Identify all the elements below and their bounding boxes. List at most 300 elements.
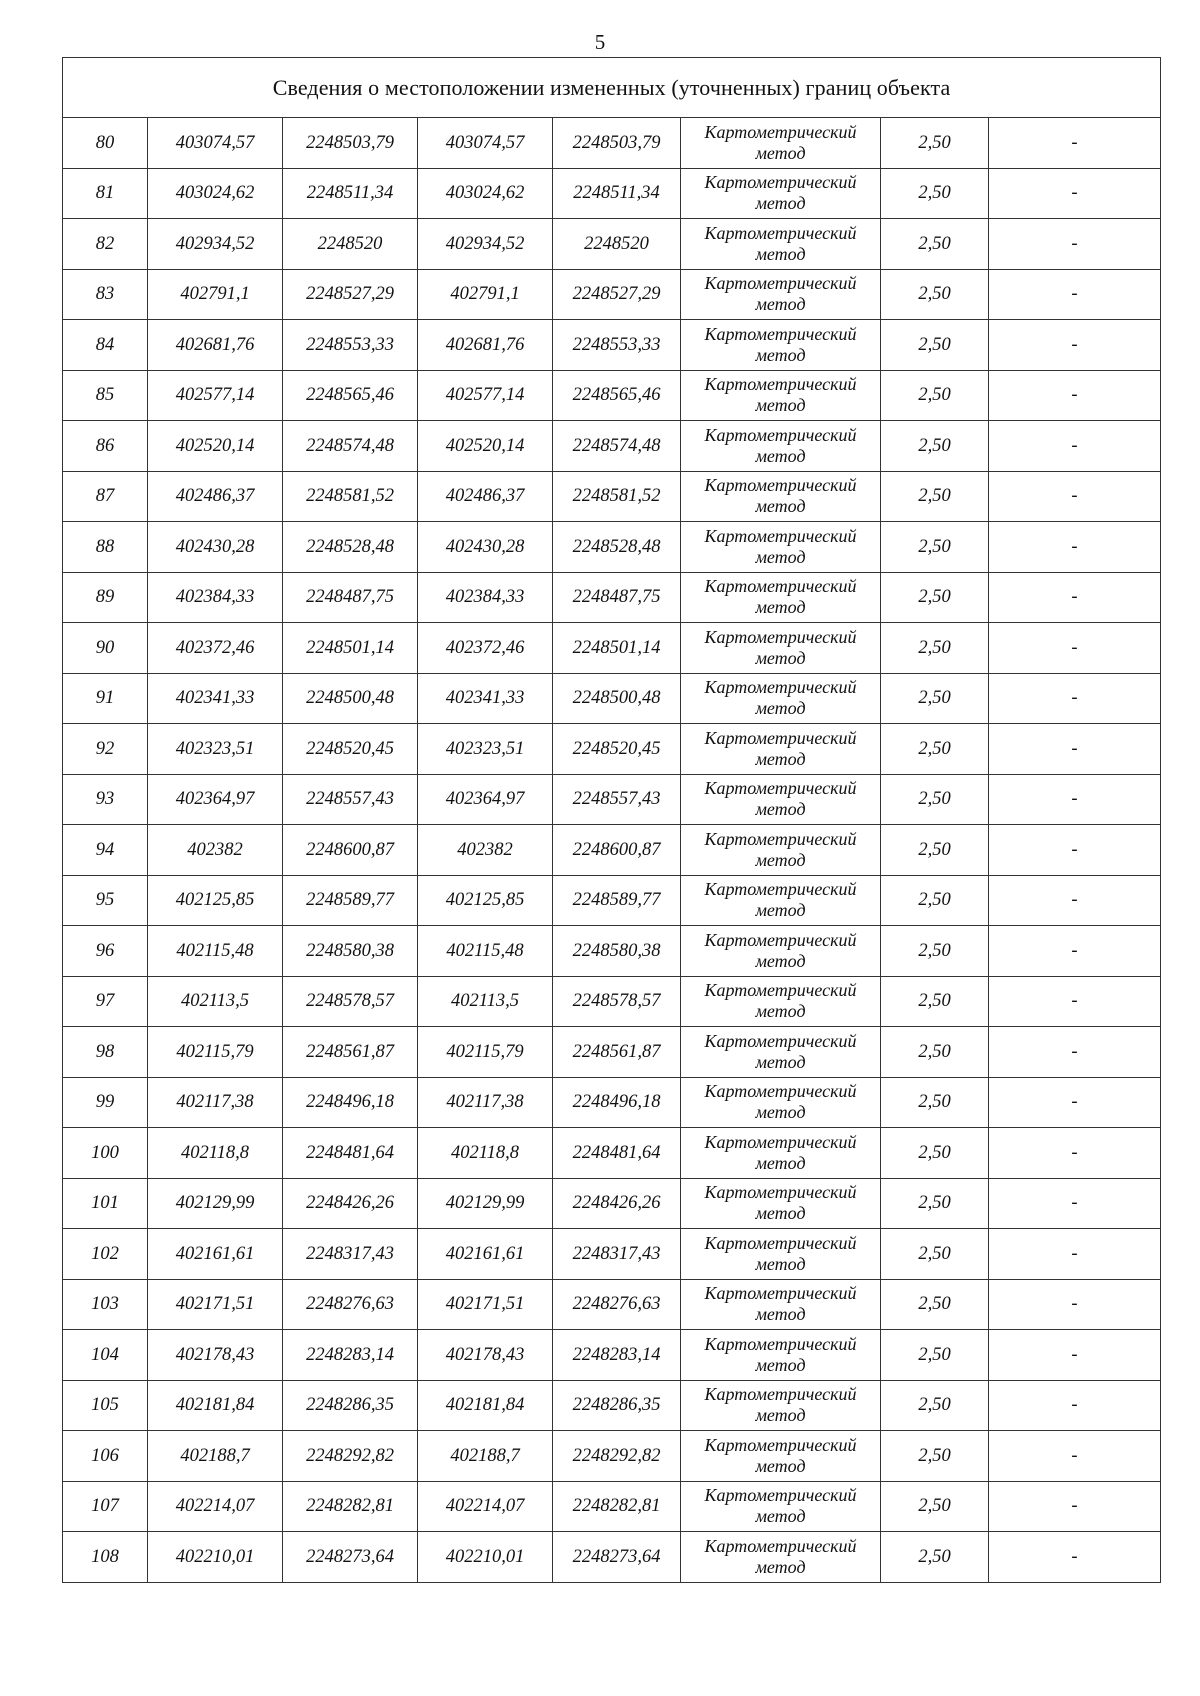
- method-line-1: Картометрический: [704, 374, 857, 395]
- method-line-1: Картометрический: [704, 1182, 857, 1203]
- note-cell: -: [989, 724, 1161, 775]
- method-cell: [681, 1229, 881, 1280]
- refined-x-cell: 402113,5: [418, 976, 553, 1027]
- existing-y-cell: 2248553,33: [283, 320, 418, 371]
- point-number-cell: 80: [63, 118, 148, 169]
- refined-x-cell: 402681,76: [418, 320, 553, 371]
- refined-x-cell: 402117,38: [418, 1077, 553, 1128]
- refined-x-cell: 402171,51: [418, 1279, 553, 1330]
- existing-x-cell: 402382: [148, 825, 283, 876]
- method-cell: [681, 572, 881, 623]
- method-cell: [681, 219, 881, 270]
- existing-y-cell: 2248581,52: [283, 471, 418, 522]
- note-cell: -: [989, 623, 1161, 674]
- method-line-2: метод: [755, 1506, 806, 1527]
- refined-x-cell: 402384,33: [418, 572, 553, 623]
- refined-y-cell: 2248600,87: [553, 825, 681, 876]
- existing-x-cell: 402125,85: [148, 875, 283, 926]
- method-line-2: метод: [755, 1203, 806, 1224]
- note-cell: -: [989, 774, 1161, 825]
- method-line-2: метод: [755, 1556, 806, 1577]
- existing-y-cell: 2248317,43: [283, 1229, 418, 1280]
- method-line-1: Картометрический: [704, 929, 857, 950]
- note-cell: -: [989, 471, 1161, 522]
- point-number-cell: 98: [63, 1027, 148, 1078]
- existing-y-cell: 2248561,87: [283, 1027, 418, 1078]
- refined-x-cell: 402430,28: [418, 522, 553, 573]
- point-number-cell: 103: [63, 1279, 148, 1330]
- method-line-1: Картометрический: [704, 172, 857, 193]
- refined-x-cell: 402181,84: [418, 1380, 553, 1431]
- existing-x-cell: 402341,33: [148, 673, 283, 724]
- existing-x-cell: 402520,14: [148, 421, 283, 472]
- accuracy-cell: 2,50: [881, 572, 989, 623]
- note-cell: -: [989, 219, 1161, 270]
- table-row: [63, 370, 1161, 421]
- method-line-2: метод: [755, 597, 806, 618]
- existing-y-cell: 2248500,48: [283, 673, 418, 724]
- point-number-cell: 107: [63, 1481, 148, 1532]
- refined-y-cell: 2248426,26: [553, 1178, 681, 1229]
- existing-y-cell: 2248565,46: [283, 370, 418, 421]
- point-number-cell: 106: [63, 1431, 148, 1482]
- accuracy-cell: 2,50: [881, 219, 989, 270]
- existing-x-cell: 402934,52: [148, 219, 283, 270]
- method-cell: [681, 825, 881, 876]
- table-row: [63, 1380, 1161, 1431]
- existing-x-cell: 402188,7: [148, 1431, 283, 1482]
- point-number-cell: 88: [63, 522, 148, 573]
- table-row: [63, 724, 1161, 775]
- method-line-1: Картометрический: [704, 121, 857, 142]
- existing-y-cell: 2248574,48: [283, 421, 418, 472]
- accuracy-cell: 2,50: [881, 1229, 989, 1280]
- table-row: [63, 1431, 1161, 1482]
- existing-x-cell: 403074,57: [148, 118, 283, 169]
- existing-x-cell: 402161,61: [148, 1229, 283, 1280]
- method-cell: [681, 1431, 881, 1482]
- refined-y-cell: 2248511,34: [553, 168, 681, 219]
- method-cell: [681, 1532, 881, 1583]
- method-line-2: метод: [755, 1304, 806, 1325]
- method-cell: [681, 320, 881, 371]
- existing-y-cell: 2248286,35: [283, 1380, 418, 1431]
- method-cell: [681, 623, 881, 674]
- note-cell: -: [989, 825, 1161, 876]
- accuracy-cell: 2,50: [881, 168, 989, 219]
- existing-x-cell: 402364,97: [148, 774, 283, 825]
- method-cell: [681, 370, 881, 421]
- refined-y-cell: 2248282,81: [553, 1481, 681, 1532]
- method-line-1: Картометрический: [704, 576, 857, 597]
- note-cell: -: [989, 1229, 1161, 1280]
- point-number-cell: 87: [63, 471, 148, 522]
- method-line-2: метод: [755, 647, 806, 668]
- method-cell: [681, 774, 881, 825]
- method-line-2: метод: [755, 496, 806, 517]
- note-cell: -: [989, 370, 1161, 421]
- accuracy-cell: 2,50: [881, 1431, 989, 1482]
- table-row: [63, 320, 1161, 371]
- table-row: [63, 522, 1161, 573]
- refined-x-cell: 402382: [418, 825, 553, 876]
- note-cell: -: [989, 1128, 1161, 1179]
- refined-y-cell: 2248528,48: [553, 522, 681, 573]
- method-cell: [681, 1481, 881, 1532]
- existing-x-cell: 402214,07: [148, 1481, 283, 1532]
- point-number-cell: 93: [63, 774, 148, 825]
- table-row: [63, 1077, 1161, 1128]
- point-number-cell: 85: [63, 370, 148, 421]
- point-number-cell: 95: [63, 875, 148, 926]
- method-line-1: Картометрический: [704, 828, 857, 849]
- method-line-1: Картометрический: [704, 1333, 857, 1354]
- accuracy-cell: 2,50: [881, 118, 989, 169]
- note-cell: -: [989, 1027, 1161, 1078]
- method-line-2: метод: [755, 900, 806, 921]
- refined-y-cell: 2248520,45: [553, 724, 681, 775]
- refined-y-cell: 2248557,43: [553, 774, 681, 825]
- point-number-cell: 84: [63, 320, 148, 371]
- refined-x-cell: 402520,14: [418, 421, 553, 472]
- existing-x-cell: 402113,5: [148, 976, 283, 1027]
- method-line-2: метод: [755, 799, 806, 820]
- refined-y-cell: 2248565,46: [553, 370, 681, 421]
- refined-x-cell: 402486,37: [418, 471, 553, 522]
- note-cell: -: [989, 1279, 1161, 1330]
- method-cell: [681, 1330, 881, 1381]
- method-line-1: Картометрический: [704, 980, 857, 1001]
- accuracy-cell: 2,50: [881, 673, 989, 724]
- table-row: [63, 118, 1161, 169]
- refined-y-cell: 2248520: [553, 219, 681, 270]
- method-line-2: метод: [755, 445, 806, 466]
- refined-x-cell: 402323,51: [418, 724, 553, 775]
- table-row: [63, 1481, 1161, 1532]
- accuracy-cell: 2,50: [881, 1380, 989, 1431]
- method-line-1: Картометрический: [704, 1535, 857, 1556]
- accuracy-cell: 2,50: [881, 976, 989, 1027]
- table-row: [63, 1330, 1161, 1381]
- note-cell: -: [989, 1532, 1161, 1583]
- refined-x-cell: 402118,8: [418, 1128, 553, 1179]
- method-cell: [681, 522, 881, 573]
- method-cell: [681, 875, 881, 926]
- point-number-cell: 102: [63, 1229, 148, 1280]
- method-line-2: метод: [755, 243, 806, 264]
- existing-x-cell: 402178,43: [148, 1330, 283, 1381]
- accuracy-cell: 2,50: [881, 724, 989, 775]
- table-row: [63, 875, 1161, 926]
- point-number-cell: 82: [63, 219, 148, 270]
- table-row: [63, 1532, 1161, 1583]
- existing-y-cell: 2248511,34: [283, 168, 418, 219]
- method-cell: [681, 118, 881, 169]
- existing-y-cell: 2248276,63: [283, 1279, 418, 1330]
- method-line-1: Картометрический: [704, 525, 857, 546]
- method-line-2: метод: [755, 142, 806, 163]
- refined-y-cell: 2248286,35: [553, 1380, 681, 1431]
- note-cell: -: [989, 320, 1161, 371]
- table-row: [63, 976, 1161, 1027]
- method-line-1: Картометрический: [704, 273, 857, 294]
- method-line-1: Картометрический: [704, 1384, 857, 1405]
- method-cell: [681, 1027, 881, 1078]
- note-cell: -: [989, 168, 1161, 219]
- existing-x-cell: 402115,48: [148, 926, 283, 977]
- refined-x-cell: 402129,99: [418, 1178, 553, 1229]
- refined-y-cell: 2248580,38: [553, 926, 681, 977]
- existing-y-cell: 2248528,48: [283, 522, 418, 573]
- refined-x-cell: 402210,01: [418, 1532, 553, 1583]
- note-cell: -: [989, 1431, 1161, 1482]
- existing-x-cell: 402430,28: [148, 522, 283, 573]
- method-line-2: метод: [755, 1405, 806, 1426]
- method-cell: [681, 724, 881, 775]
- method-line-2: метод: [755, 1001, 806, 1022]
- point-number-cell: 94: [63, 825, 148, 876]
- existing-y-cell: 2248481,64: [283, 1128, 418, 1179]
- method-line-2: метод: [755, 1051, 806, 1072]
- existing-y-cell: 2248600,87: [283, 825, 418, 876]
- method-line-1: Картометрический: [704, 727, 857, 748]
- existing-x-cell: 402210,01: [148, 1532, 283, 1583]
- method-line-2: метод: [755, 849, 806, 870]
- refined-y-cell: 2248292,82: [553, 1431, 681, 1482]
- method-line-2: метод: [755, 294, 806, 315]
- accuracy-cell: 2,50: [881, 320, 989, 371]
- existing-x-cell: 402486,37: [148, 471, 283, 522]
- method-line-1: Картометрический: [704, 879, 857, 900]
- existing-x-cell: 402791,1: [148, 269, 283, 320]
- table-row: [63, 774, 1161, 825]
- method-line-1: Картометрический: [704, 222, 857, 243]
- accuracy-cell: 2,50: [881, 522, 989, 573]
- existing-x-cell: 402171,51: [148, 1279, 283, 1330]
- accuracy-cell: 2,50: [881, 875, 989, 926]
- point-number-cell: 89: [63, 572, 148, 623]
- point-number-cell: 99: [63, 1077, 148, 1128]
- table-title: Сведения о местоположении измененных (уточненных) границ объекта: [63, 58, 1161, 118]
- point-number-cell: 91: [63, 673, 148, 724]
- method-cell: [681, 926, 881, 977]
- refined-y-cell: 2248553,33: [553, 320, 681, 371]
- method-line-1: Картометрический: [704, 424, 857, 445]
- refined-x-cell: 402577,14: [418, 370, 553, 421]
- note-cell: -: [989, 1077, 1161, 1128]
- table-row: [63, 269, 1161, 320]
- existing-y-cell: 2248580,38: [283, 926, 418, 977]
- refined-y-cell: 2248581,52: [553, 471, 681, 522]
- refined-y-cell: 2248273,64: [553, 1532, 681, 1583]
- method-cell: [681, 1128, 881, 1179]
- note-cell: -: [989, 421, 1161, 472]
- method-line-2: метод: [755, 1253, 806, 1274]
- accuracy-cell: 2,50: [881, 1077, 989, 1128]
- point-number-cell: 81: [63, 168, 148, 219]
- refined-y-cell: 2248589,77: [553, 875, 681, 926]
- point-number-cell: 96: [63, 926, 148, 977]
- method-line-2: метод: [755, 698, 806, 719]
- existing-x-cell: 402117,38: [148, 1077, 283, 1128]
- accuracy-cell: 2,50: [881, 825, 989, 876]
- method-line-2: метод: [755, 748, 806, 769]
- boundary-coordinates-table: [62, 57, 1161, 1583]
- note-cell: -: [989, 1178, 1161, 1229]
- accuracy-cell: 2,50: [881, 1481, 989, 1532]
- existing-x-cell: 402323,51: [148, 724, 283, 775]
- existing-x-cell: 402577,14: [148, 370, 283, 421]
- existing-x-cell: 402129,99: [148, 1178, 283, 1229]
- method-line-2: метод: [755, 344, 806, 365]
- method-line-2: метод: [755, 1455, 806, 1476]
- point-number-cell: 101: [63, 1178, 148, 1229]
- accuracy-cell: 2,50: [881, 269, 989, 320]
- method-cell: [681, 673, 881, 724]
- table-row: [63, 219, 1161, 270]
- table-row: [63, 673, 1161, 724]
- table-row: [63, 168, 1161, 219]
- accuracy-cell: 2,50: [881, 1027, 989, 1078]
- existing-y-cell: 2248283,14: [283, 1330, 418, 1381]
- refined-x-cell: 402115,79: [418, 1027, 553, 1078]
- method-line-1: Картометрический: [704, 1232, 857, 1253]
- refined-x-cell: 402178,43: [418, 1330, 553, 1381]
- refined-y-cell: 2248578,57: [553, 976, 681, 1027]
- table-row: [63, 623, 1161, 674]
- refined-y-cell: 2248561,87: [553, 1027, 681, 1078]
- method-line-1: Картометрический: [704, 1283, 857, 1304]
- existing-x-cell: 402181,84: [148, 1380, 283, 1431]
- note-cell: -: [989, 1330, 1161, 1381]
- method-cell: [681, 976, 881, 1027]
- existing-x-cell: 403024,62: [148, 168, 283, 219]
- existing-y-cell: 2248589,77: [283, 875, 418, 926]
- note-cell: -: [989, 875, 1161, 926]
- existing-x-cell: 402372,46: [148, 623, 283, 674]
- method-line-2: метод: [755, 950, 806, 971]
- refined-y-cell: 2248487,75: [553, 572, 681, 623]
- method-line-1: Картометрический: [704, 1030, 857, 1051]
- accuracy-cell: 2,50: [881, 1128, 989, 1179]
- table-row: [63, 1229, 1161, 1280]
- existing-x-cell: 402681,76: [148, 320, 283, 371]
- method-line-1: Картометрический: [704, 1081, 857, 1102]
- method-line-2: метод: [755, 193, 806, 214]
- note-cell: -: [989, 1380, 1161, 1431]
- refined-y-cell: 2248527,29: [553, 269, 681, 320]
- point-number-cell: 100: [63, 1128, 148, 1179]
- table-row: [63, 1128, 1161, 1179]
- method-cell: [681, 1077, 881, 1128]
- existing-y-cell: 2248292,82: [283, 1431, 418, 1482]
- existing-y-cell: 2248273,64: [283, 1532, 418, 1583]
- method-cell: [681, 471, 881, 522]
- refined-x-cell: 402791,1: [418, 269, 553, 320]
- existing-x-cell: 402118,8: [148, 1128, 283, 1179]
- point-number-cell: 108: [63, 1532, 148, 1583]
- existing-y-cell: 2248527,29: [283, 269, 418, 320]
- note-cell: -: [989, 118, 1161, 169]
- table-title-row: [63, 58, 1161, 118]
- refined-x-cell: 402161,61: [418, 1229, 553, 1280]
- note-cell: -: [989, 926, 1161, 977]
- method-line-2: метод: [755, 1102, 806, 1123]
- table-row: [63, 1279, 1161, 1330]
- existing-y-cell: 2248503,79: [283, 118, 418, 169]
- method-line-1: Картометрический: [704, 475, 857, 496]
- refined-x-cell: 403024,62: [418, 168, 553, 219]
- method-line-2: метод: [755, 1152, 806, 1173]
- existing-y-cell: 2248496,18: [283, 1077, 418, 1128]
- method-line-2: метод: [755, 546, 806, 567]
- existing-x-cell: 402384,33: [148, 572, 283, 623]
- refined-x-cell: 402372,46: [418, 623, 553, 674]
- method-line-1: Картометрический: [704, 1434, 857, 1455]
- table-row: [63, 421, 1161, 472]
- existing-x-cell: 402115,79: [148, 1027, 283, 1078]
- refined-x-cell: 402341,33: [418, 673, 553, 724]
- refined-y-cell: 2248496,18: [553, 1077, 681, 1128]
- note-cell: -: [989, 976, 1161, 1027]
- refined-y-cell: 2248276,63: [553, 1279, 681, 1330]
- method-cell: [681, 168, 881, 219]
- refined-x-cell: 402214,07: [418, 1481, 553, 1532]
- refined-x-cell: 402188,7: [418, 1431, 553, 1482]
- point-number-cell: 86: [63, 421, 148, 472]
- refined-y-cell: 2248501,14: [553, 623, 681, 674]
- table-row: [63, 1178, 1161, 1229]
- table-row: [63, 471, 1161, 522]
- refined-x-cell: 402364,97: [418, 774, 553, 825]
- accuracy-cell: 2,50: [881, 1532, 989, 1583]
- accuracy-cell: 2,50: [881, 370, 989, 421]
- refined-x-cell: 403074,57: [418, 118, 553, 169]
- existing-y-cell: 2248426,26: [283, 1178, 418, 1229]
- method-line-2: метод: [755, 395, 806, 416]
- refined-x-cell: 402125,85: [418, 875, 553, 926]
- accuracy-cell: 2,50: [881, 926, 989, 977]
- method-cell: [681, 1380, 881, 1431]
- accuracy-cell: 2,50: [881, 421, 989, 472]
- method-line-1: Картометрический: [704, 323, 857, 344]
- accuracy-cell: 2,50: [881, 623, 989, 674]
- method-cell: [681, 421, 881, 472]
- method-line-1: Картометрический: [704, 1485, 857, 1506]
- accuracy-cell: 2,50: [881, 774, 989, 825]
- method-line-2: метод: [755, 1354, 806, 1375]
- note-cell: -: [989, 269, 1161, 320]
- point-number-cell: 97: [63, 976, 148, 1027]
- accuracy-cell: 2,50: [881, 1279, 989, 1330]
- method-line-1: Картометрический: [704, 1131, 857, 1152]
- method-cell: [681, 1279, 881, 1330]
- method-cell: [681, 269, 881, 320]
- point-number-cell: 92: [63, 724, 148, 775]
- page-number: 5: [594, 30, 606, 54]
- existing-y-cell: 2248520,45: [283, 724, 418, 775]
- method-cell: [681, 1178, 881, 1229]
- table-row: [63, 825, 1161, 876]
- refined-y-cell: 2248574,48: [553, 421, 681, 472]
- refined-y-cell: 2248500,48: [553, 673, 681, 724]
- note-cell: -: [989, 572, 1161, 623]
- note-cell: -: [989, 1481, 1161, 1532]
- table-row: [63, 1027, 1161, 1078]
- table-row: [63, 926, 1161, 977]
- refined-y-cell: 2248283,14: [553, 1330, 681, 1381]
- refined-y-cell: 2248481,64: [553, 1128, 681, 1179]
